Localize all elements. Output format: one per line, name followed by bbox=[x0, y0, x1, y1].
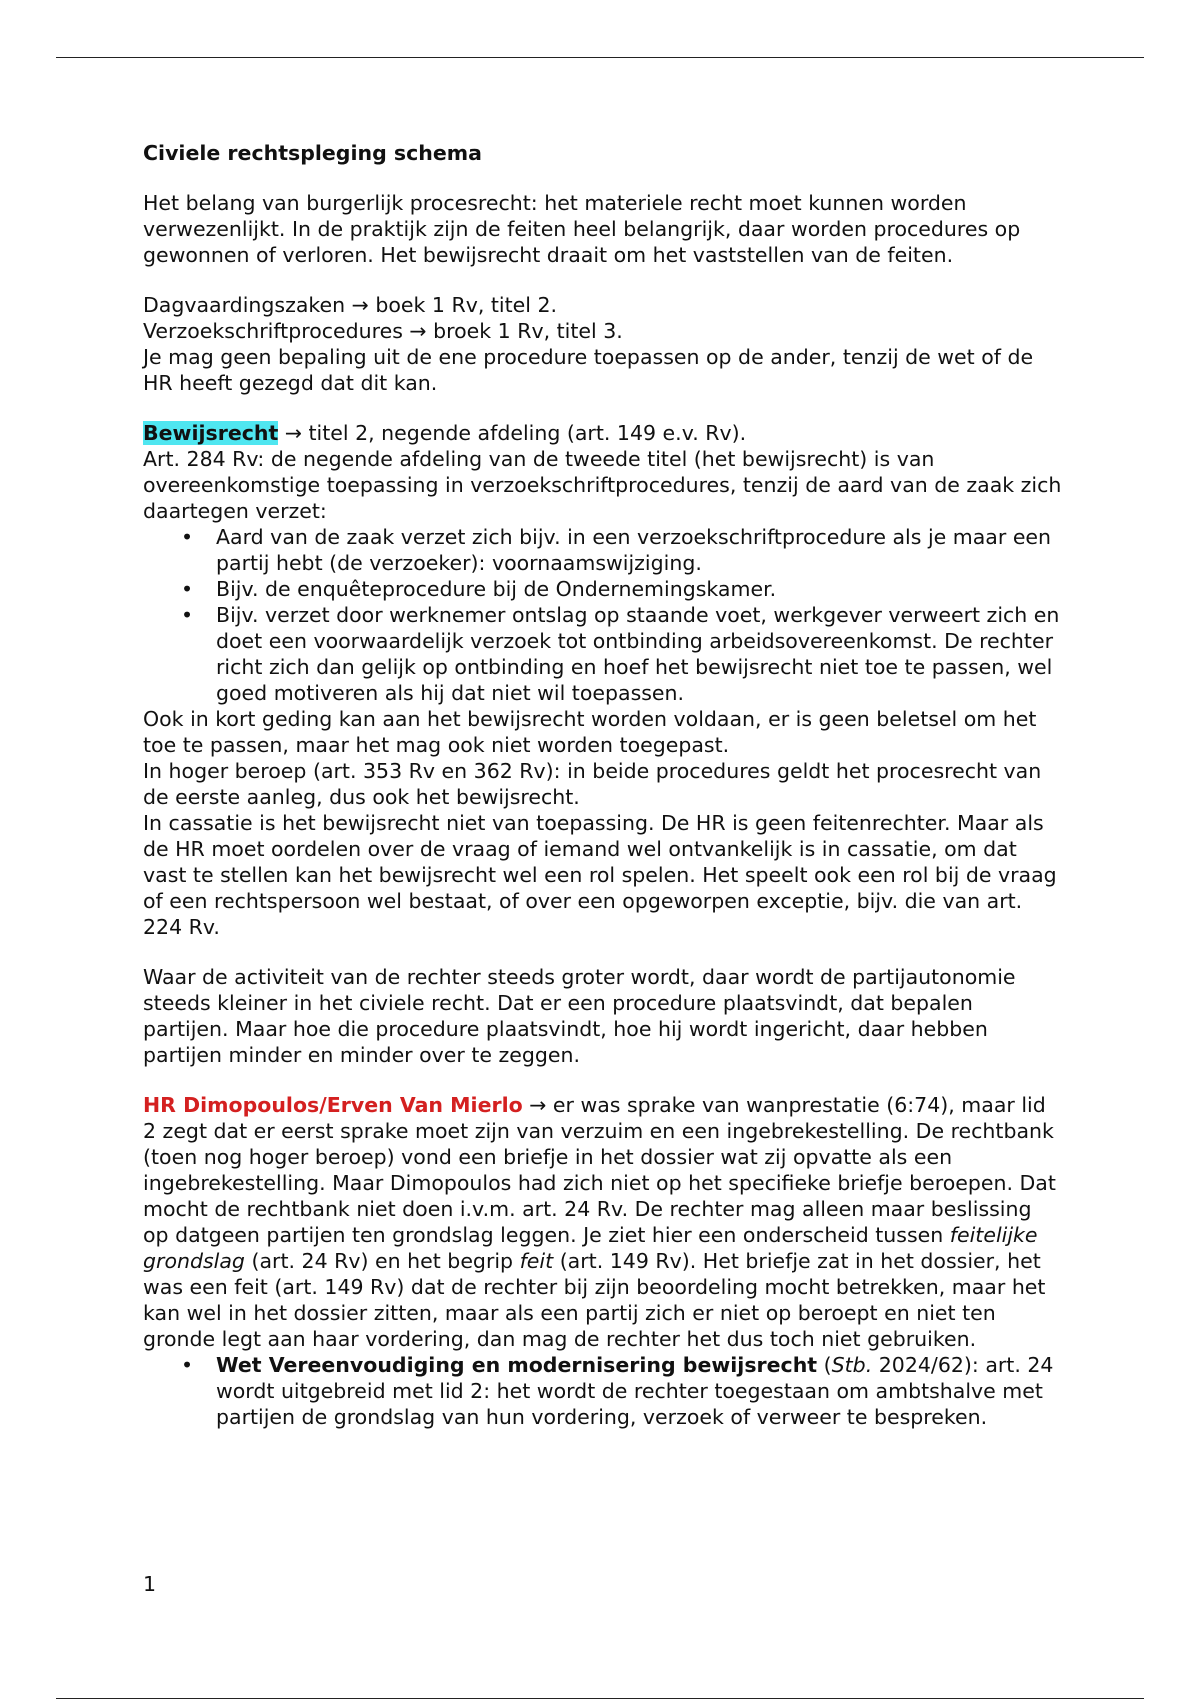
bewijsrecht-section bbox=[143, 420, 1063, 940]
list-item bbox=[143, 524, 1063, 576]
hoger-beroep-paragraph: In hoger beroep (art. 353 Rv en 362 Rv): in beide procedures geldt het procesrecht van de eerste aanleg, dus ook het bewijsrecht. bbox=[143, 759, 1042, 809]
list-item bbox=[143, 1352, 1063, 1430]
kort-geding-paragraph: Ook in kort geding kan aan het bewijsrecht worden voldaan, er is geen beletsel om het toe te passen, maar het mag ook niet worden toegepast. bbox=[143, 707, 1037, 757]
bullet-icon: • bbox=[181, 577, 194, 601]
case-bullet-list bbox=[143, 1352, 1063, 1430]
cassatie-paragraph: In cassatie is het bewijsrecht niet van toepassing. De HR is geen feitenrechter. Maar als de HR moet oordelen over de vraag of iemand wel ontvankelijk is in cassatie, om dat vast te stellen kan het bewijsrecht wel een rol spelen. Het speelt ook een rol bij de vraag of een rechtspersoon wel bestaat, of over een opgeworpen exceptie, bijv. die van art. 224 Rv. bbox=[143, 811, 1057, 939]
law-text: ( bbox=[817, 1353, 832, 1377]
header-rule bbox=[56, 57, 1144, 58]
case-text: → er was sprake van wanprestatie (6:74), maar lid 2 zegt dat er eerst sprake moet zijn van verzuim en een ingebrekestelling. De rechtbank (toen nog hoger beroep) vond een briefje in het dossier wat zij opvatte als een ingebrekestelling. Maar Dimopoulos had zich niet op het specifieke briefje beroepen. Dat mocht de rechtbank niet doen i.v.m. art. 24 Rv. De rechter mag alleen maar beslissing op datgeen partijen ten grondslag leggen. Je ziet hier een onderscheid tussen bbox=[143, 1093, 1056, 1247]
bewijsrecht-reference: → titel 2, negende afdeling (art. 149 e.v. Rv). bbox=[278, 421, 747, 445]
list-item-text: Aard van de zaak verzet zich bijv. in een verzoekschriftprocedure als je maar een partij hebt (de verzoeker): voornaamswijziging. bbox=[216, 525, 1052, 575]
law-name: Wet Vereenvoudiging en modernisering bewijsrecht bbox=[216, 1353, 818, 1377]
list-item bbox=[143, 576, 1063, 602]
intro-paragraph: Het belang van burgerlijk procesrecht: het materiele recht moet kunnen worden verwezenlijkt. In de praktijk zijn de feiten heel belangrijk, daar worden procedures op gewonnen of verloren. Het bewijsrecht draait om het vaststellen van de feiten. bbox=[143, 191, 1021, 267]
case-text: (art. 149 Rv). Het briefje zat in het dossier, het was een feit (art. 149 Rv) dat de rechter bij zijn beoordeling mocht betrekken, maar het kan wel in het dossier zitten, maar als een partij zich er niet op beroept en niet ten gronde legt aan haar vordering, dan mag de rechter het dus toch niet gebruiken. bbox=[143, 1249, 1046, 1351]
page-number: 1 bbox=[143, 1572, 157, 1596]
partijautonomie-paragraph: Waar de activiteit van de rechter steeds groter wordt, daar wordt de partijautonomie steeds kleiner in het civiele recht. Dat er een procedure plaatsvindt, dat bepalen partijen. Maar hoe die procedure plaatsvindt, hoe hij wordt ingericht, daar hebben partijen minder en minder over te zeggen. bbox=[143, 965, 1016, 1067]
document-title: Civiele rechtspleging schema bbox=[143, 141, 482, 165]
case-emphasis: feit bbox=[519, 1249, 554, 1273]
bullet-icon: • bbox=[181, 525, 194, 549]
art-284-paragraph: Art. 284 Rv: de negende afdeling van de tweede titel (het bewijsrecht) is van overeenkomstige toepassing in verzoekschriftprocedures, tenzij de aard van de zaak zich daartegen verzet: bbox=[143, 447, 1062, 523]
bewijsrecht-heading bbox=[143, 420, 1063, 446]
law-emphasis: Stb. bbox=[831, 1353, 873, 1377]
bewijsrecht-bullet-list bbox=[143, 524, 1063, 706]
bullet-icon: • bbox=[181, 603, 194, 627]
procedure-line: Verzoekschriftprocedures → broek 1 Rv, titel 3. bbox=[143, 319, 623, 343]
case-text: (art. 24 Rv) en het begrip bbox=[244, 1249, 520, 1273]
law-text: 2024/62): art. 24 wordt uitgebreid met lid 2: het wordt de rechter toegestaan om ambtshalve met partijen de grondslag van hun vordering, verzoek of verweer te bespreken. bbox=[216, 1353, 1054, 1429]
list-item bbox=[143, 602, 1063, 706]
bewijsrecht-highlight: Bewijsrecht bbox=[143, 421, 279, 445]
case-paragraph bbox=[143, 1092, 1063, 1352]
procedure-line: Dagvaardingszaken → boek 1 Rv, titel 2. bbox=[143, 293, 558, 317]
document-body bbox=[143, 140, 1063, 1430]
procedure-line: Je mag geen bepaling uit de ene procedure toepassen op de ander, tenzij de wet of de HR heeft gezegd dat dit kan. bbox=[143, 345, 1034, 395]
list-item-text: Bijv. verzet door werknemer ontslag op staande voet, werkgever verweert zich en doet een voorwaardelijk verzoek tot ontbinding arbeidsovereenkomst. De rechter richt zich dan gelijk op ontbinding en hoef het bewijsrecht niet toe te passen, wel goed motiveren als hij dat niet wil toepassen. bbox=[216, 603, 1060, 705]
bullet-icon: • bbox=[181, 1353, 194, 1377]
procedure-types bbox=[143, 292, 1063, 396]
case-emphasis: feitelijke grondslag bbox=[143, 1223, 1038, 1273]
list-item-text: Bijv. de enquêteprocedure bij de Ondernemingskamer. bbox=[216, 577, 777, 601]
case-name: HR Dimopoulos/Erven Van Mierlo bbox=[143, 1093, 523, 1117]
case-section bbox=[143, 1092, 1063, 1430]
footer-rule bbox=[56, 1698, 1144, 1699]
